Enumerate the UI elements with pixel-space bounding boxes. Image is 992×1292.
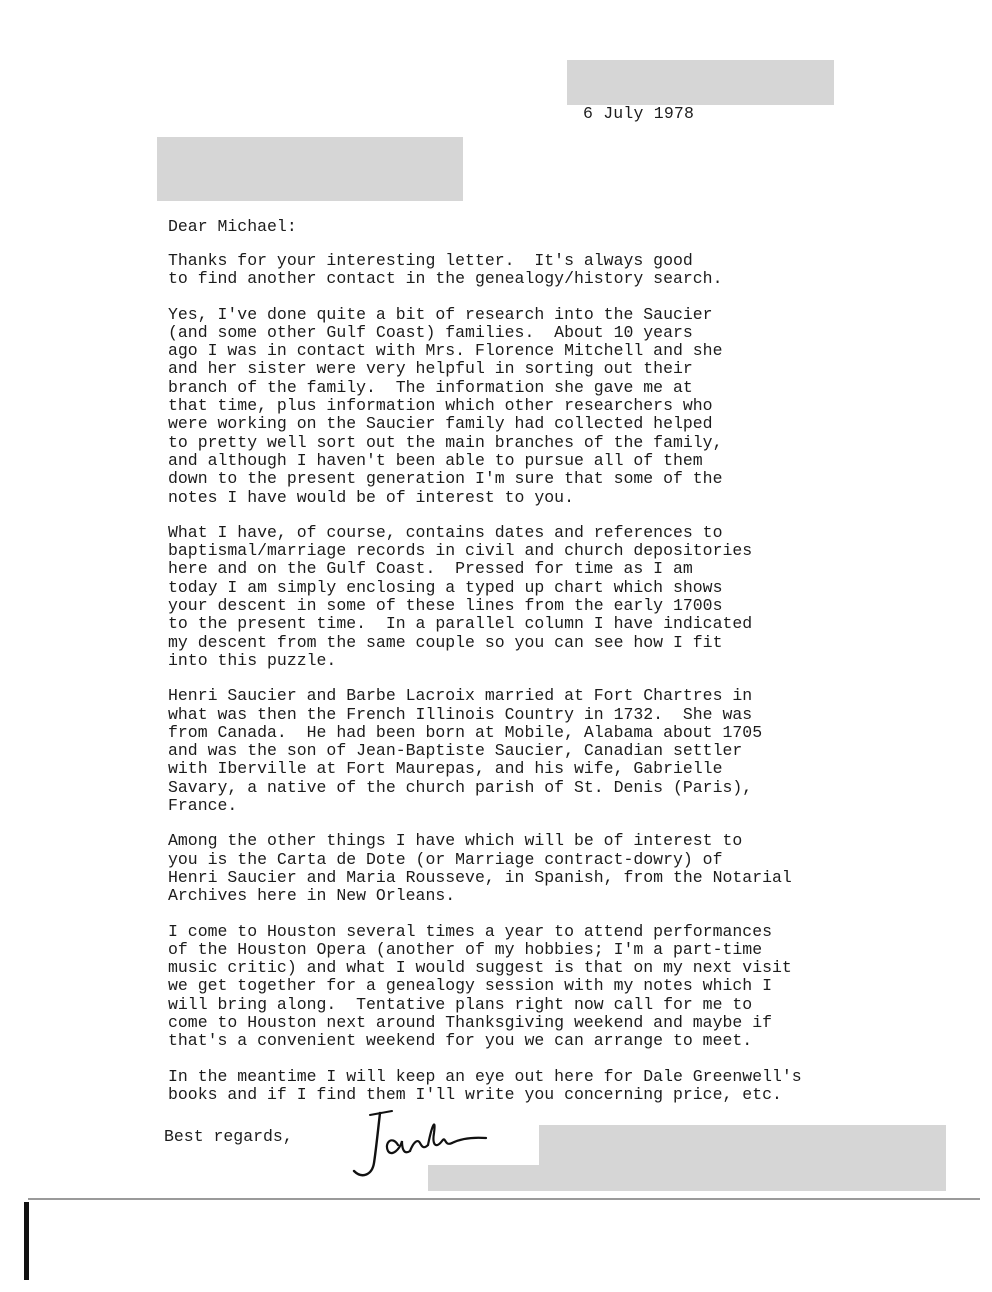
text-line: with Iberville at Fort Maurepas, and his wife, Gabrielle xyxy=(168,759,723,779)
text-line: music critic) and what I would suggest is that on my next visit xyxy=(168,958,792,978)
text-line: your descent in some of these lines from the early 1700s xyxy=(168,596,723,616)
letter-date: 6 July 1978 xyxy=(583,104,695,123)
text-line: were working on the Saucier family had collected helped xyxy=(168,414,713,434)
paragraph-2 xyxy=(168,306,868,507)
text-line: what was then the French Illinois Country in 1732. She was xyxy=(168,704,753,724)
redacted-signature-name-extension xyxy=(428,1165,946,1191)
text-line: of the Houston Opera (another of my hobbies; I'm a part-time xyxy=(168,939,763,959)
text-line: Archives here in New Orleans. xyxy=(168,886,456,906)
text-line: Among the other things I have which will be of interest to xyxy=(168,831,743,851)
text-line: Henri Saucier and Maria Rousseve, in Spanish, from the Notarial xyxy=(168,867,792,887)
text-line: from Canada. He had been born at Mobile, Alabama about 1705 xyxy=(168,722,763,742)
text-line: and was the son of Jean-Baptiste Saucier, Canadian settler xyxy=(168,741,743,761)
closing: Best regards, xyxy=(164,1127,293,1146)
text-line: and her sister were very helpful in sorting out their xyxy=(168,359,693,379)
text-line: that's a convenient weekend for you we can arrange to meet. xyxy=(168,1031,753,1051)
text-line: into this puzzle. xyxy=(168,650,337,670)
text-line: branch of the family. The information she gave me at xyxy=(168,377,693,397)
paragraph-6 xyxy=(168,923,868,1051)
text-line: come to Houston next around Thanksgiving weekend and maybe if xyxy=(168,1012,772,1032)
text-line: notes I have would be of interest to you. xyxy=(168,487,574,507)
paragraph-5 xyxy=(168,832,868,905)
paragraph-4 xyxy=(168,687,868,815)
redacted-address-top-right xyxy=(567,60,834,105)
text-line: and although I haven't been able to pursue all of them xyxy=(168,450,703,470)
text-line: In the meantime I will keep an eye out here for Dale Greenwell's xyxy=(168,1066,802,1086)
text-line: here and on the Gulf Coast. Pressed for time as I am xyxy=(168,559,693,579)
salutation: Dear Michael: xyxy=(168,217,297,236)
text-line: France. xyxy=(168,796,238,816)
page-bottom-edge xyxy=(28,1198,980,1200)
text-line: my descent from the same couple so you can see how I fit xyxy=(168,632,723,652)
text-line: to find another contact in the genealogy/history search. xyxy=(168,269,723,289)
paragraph-1 xyxy=(168,252,868,289)
text-line: What I have, of course, contains dates and references to xyxy=(168,522,723,542)
text-line: to the present time. In a parallel column I have indicated xyxy=(168,614,753,634)
text-line: down to the present generation I'm sure that some of the xyxy=(168,469,723,489)
text-line: to pretty well sort out the main branches of the family, xyxy=(168,432,723,452)
scan-margin-mark xyxy=(24,1202,29,1280)
text-line: we get together for a genealogy session with my notes which I xyxy=(168,976,772,996)
text-line: baptismal/marriage records in civil and church depositories xyxy=(168,541,753,561)
text-line: Yes, I've done quite a bit of research into the Saucier xyxy=(168,304,713,324)
redacted-signature-name xyxy=(539,1125,946,1165)
text-line: Savary, a native of the church parish of St. Denis (Paris), xyxy=(168,777,753,797)
paragraph-3 xyxy=(168,524,868,670)
text-line: (and some other Gulf Coast) families. About 10 years xyxy=(168,322,693,342)
text-line: Henri Saucier and Barbe Lacroix married at Fort Chartres in xyxy=(168,686,753,706)
text-line: books and if I find them I'll write you concerning price, etc. xyxy=(168,1084,782,1104)
text-line: Thanks for your interesting letter. It's always good xyxy=(168,251,693,270)
text-line: I come to Houston several times a year to attend performances xyxy=(168,921,772,941)
redacted-recipient-address xyxy=(157,137,463,201)
letter-body xyxy=(168,252,868,1121)
text-line: that time, plus information which other researchers who xyxy=(168,396,713,416)
paragraph-7 xyxy=(168,1068,868,1105)
text-line: will bring along. Tentative plans right now call for me to xyxy=(168,994,753,1014)
text-line: you is the Carta de Dote (or Marriage contract-dowry) of xyxy=(168,849,723,869)
text-line: today I am simply enclosing a typed up chart which shows xyxy=(168,577,723,597)
text-line: ago I was in contact with Mrs. Florence Mitchell and she xyxy=(168,341,723,361)
